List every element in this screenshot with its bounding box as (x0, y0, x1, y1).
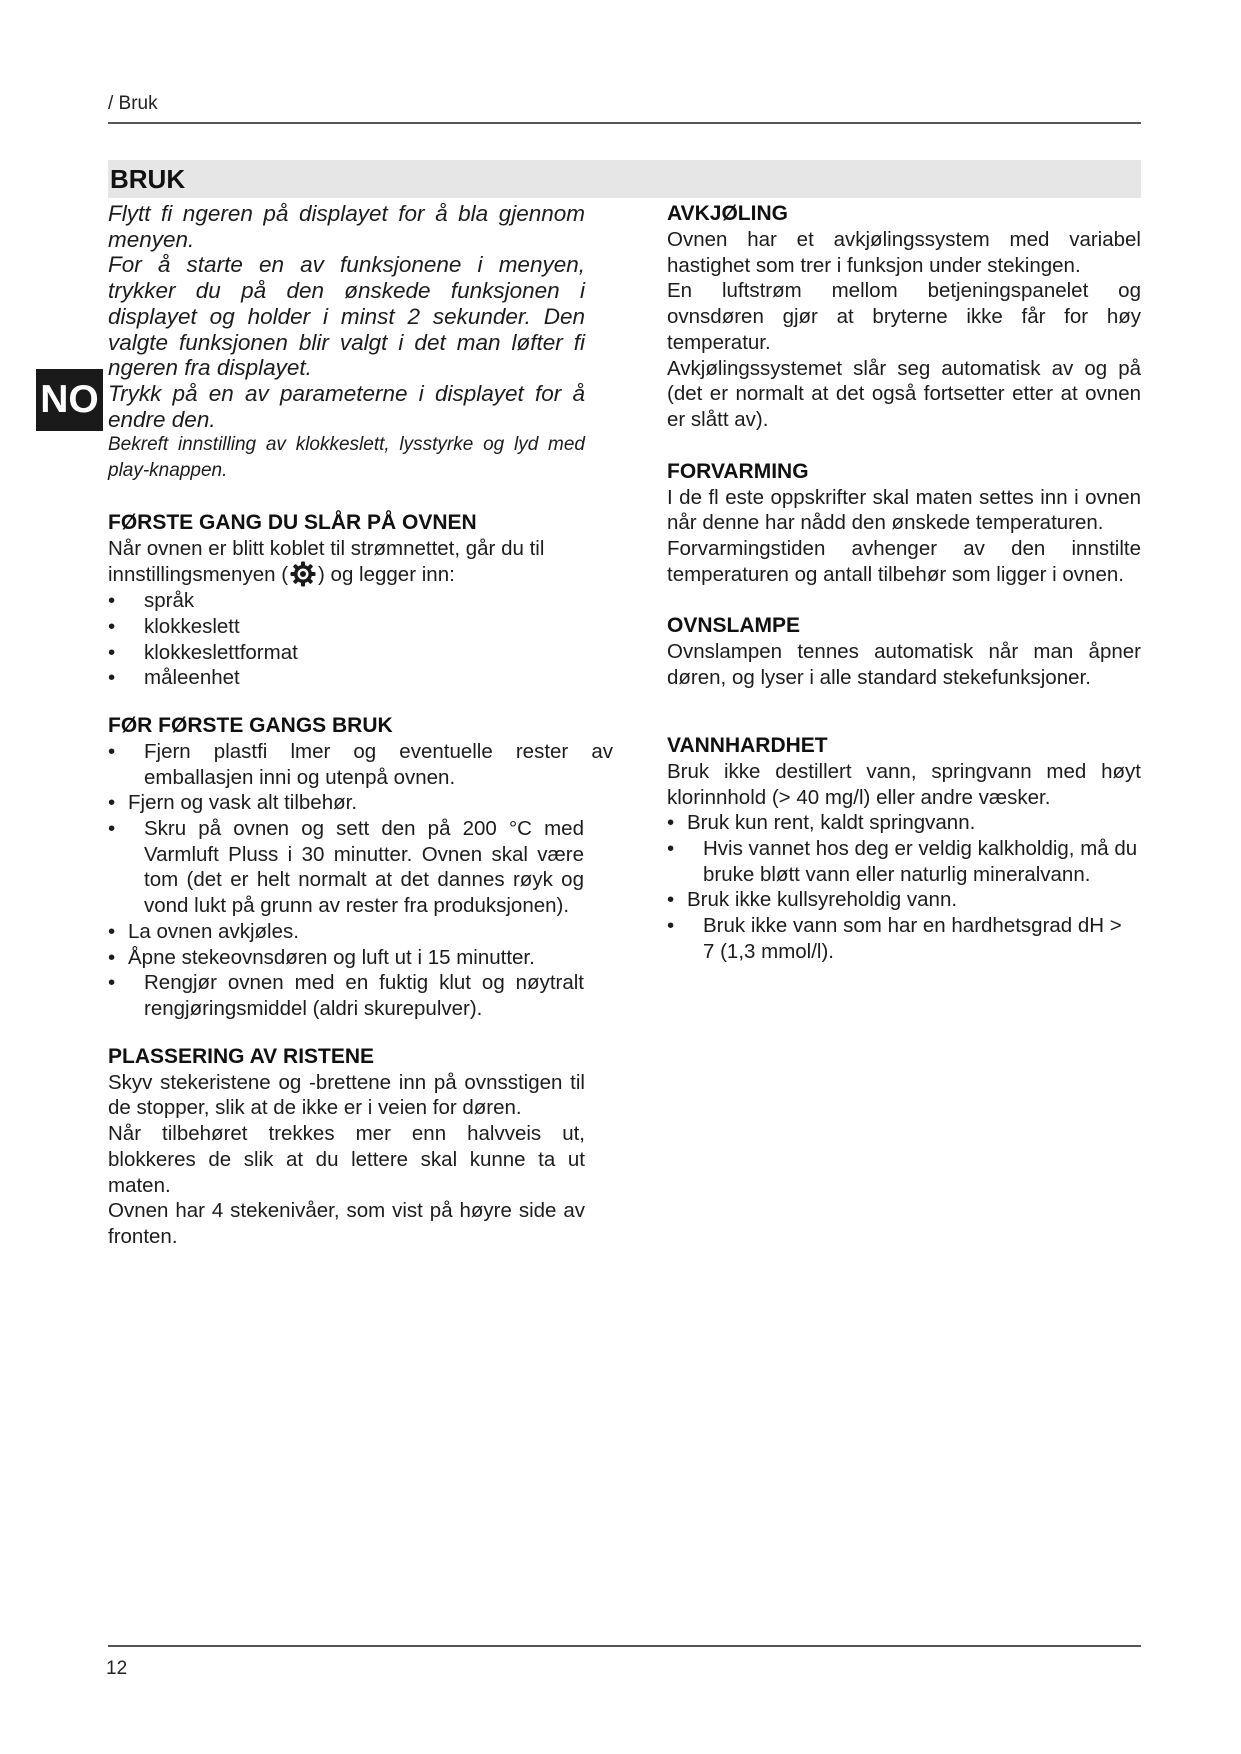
list-item: • klokkeslett (108, 614, 585, 640)
preheating-paragraph-2: Forvarmingstiden avhenger av den innstilte temperaturen og antall tilbehør som ligger i ovnen. (667, 537, 1141, 586)
list-item: • Bruk ikke kullsyreholdig vann. (667, 887, 1141, 913)
list-item: • måleenhet (108, 665, 585, 691)
water-hardness-heading: VANNHARDHET (667, 733, 828, 757)
section-title: BRUK (110, 164, 186, 194)
list-item: • Fjern plastfi lmer og eventuelle rester av emballasjen inni og utenpå ovnen. (108, 739, 613, 790)
list-item: • Åpne stekeovnsdøren og luft ut i 15 minutter. (108, 945, 613, 971)
cooling-heading: AVKJØLING (667, 202, 788, 225)
intro-paragraph-1: Flytt fi ngeren på displayet for å bla gjennom menyen. (108, 201, 585, 252)
water-hardness-list (667, 810, 1141, 964)
left-column (108, 201, 613, 1250)
preheating-heading: FORVARMING (667, 459, 809, 483)
settings-gear-icon (290, 561, 316, 587)
first-time-heading: FØRSTE GANG DU SLÅR PÅ OVNEN (108, 510, 477, 534)
intro-paragraph-2: For å starte en av funksjonene i menyen, trykker du på den ønskede funksjonen i displayet og holder i minst 2 sekunder. Den valgte funksjonen blir valgt i det man løfter fi ngeren fra displayet. (108, 252, 585, 381)
first-time-text-after: ) og legger inn: (318, 563, 455, 587)
list-item: • Hvis vannet hos deg er veldig kalkholdig, må du bruke bløtt vann eller naturlig mineralvann. (667, 836, 1141, 887)
list-item: • klokkeslettformat (108, 640, 585, 666)
page-header-breadcrumb: / Bruk (108, 93, 158, 114)
cooling-paragraph-2: En luftstrøm mellom betjeningspanelet og ovnsdøren gjør at bryterne ikke får for høy temperatur. (667, 279, 1141, 354)
rack-placement-heading: PLASSERING AV RISTENE (108, 1044, 375, 1068)
footer-divider (108, 1645, 1141, 1647)
rack-placement-paragraph-3: Ovnen har 4 stekenivåer, som vist på høyre side av fronten. (108, 1199, 585, 1248)
list-item: • Bruk kun rent, kaldt springvann. (667, 810, 1141, 836)
first-time-list (108, 588, 585, 691)
list-item: • Bruk ikke vann som har en hardhetsgrad dH > 7 (1,3 mmol/l). (667, 913, 1133, 964)
list-item: • Fjern og vask alt tilbehør. (108, 790, 613, 816)
before-first-use-list (108, 739, 613, 1022)
before-first-use-heading: FØR FØRSTE GANGS BRUK (108, 713, 393, 737)
cooling-paragraph-1: Ovnen har et avkjølingssystem med variabel hastighet som trer i funksjon under stekingen. (667, 228, 1141, 277)
cooling-paragraph-3: Avkjølingssystemet slår seg automatisk av og på (det er normalt at det også fortsetter etter at ovnen er slått av). (667, 356, 1141, 431)
water-hardness-paragraph-1: Bruk ikke destillert vann, springvann med høyt klorinnhold (> 40 mg/l) eller andre væsker. (667, 759, 1141, 809)
page-number: 12 (106, 1658, 128, 1679)
first-time-text-before: Når ovnen er blitt koblet til strømnettet, går du til innstillingsmenyen ( (108, 536, 545, 587)
rack-placement-paragraph-2: Når tilbehøret trekkes mer enn halvveis ut, blokkeres de slik at du lettere skal kunne ta ut maten. (108, 1122, 585, 1197)
list-item: • språk (108, 588, 585, 614)
first-time-text (108, 536, 585, 588)
rack-placement-paragraph-1: Skyv stekeristene og -brettene inn på ovnsstigen til de stopper, slik at de ikke er i veien for døren. (108, 1070, 585, 1120)
header-divider (108, 122, 1141, 124)
language-tab: NO (36, 369, 103, 431)
section-title-bar (108, 160, 1141, 198)
intro-paragraph-4: Bekreft innstilling av klokkeslett, lysstyrke og lyd med play-knappen. (108, 434, 585, 482)
oven-lamp-heading: OVNSLAMPE (667, 614, 801, 638)
list-item: • La ovnen avkjøles. (108, 919, 613, 945)
right-column (667, 201, 1141, 964)
oven-lamp-paragraph-1: Ovnslampen tennes automatisk når man åpner døren, og lyser i alle standard stekefunksjoner. (667, 640, 1141, 690)
preheating-paragraph-1: I de fl este oppskrifter skal maten settes inn i ovnen når denne har nådd den ønskede temperaturen. (667, 485, 1141, 535)
intro-paragraph-3: Trykk på en av parameterne i displayet for å endre den. (108, 380, 585, 432)
list-item: • Rengjør ovnen med en fuktig klut og nøytralt rengjøringsmiddel (aldri skurepulver). (108, 970, 584, 1021)
list-item: • Skru på ovnen og sett den på 200 °C med Varmluft Pluss i 30 minutter. Ovnen skal være tom (det er helt normalt at det dannes røyk og vond lukt på grunn av rester fra produksjonen). (108, 816, 584, 919)
